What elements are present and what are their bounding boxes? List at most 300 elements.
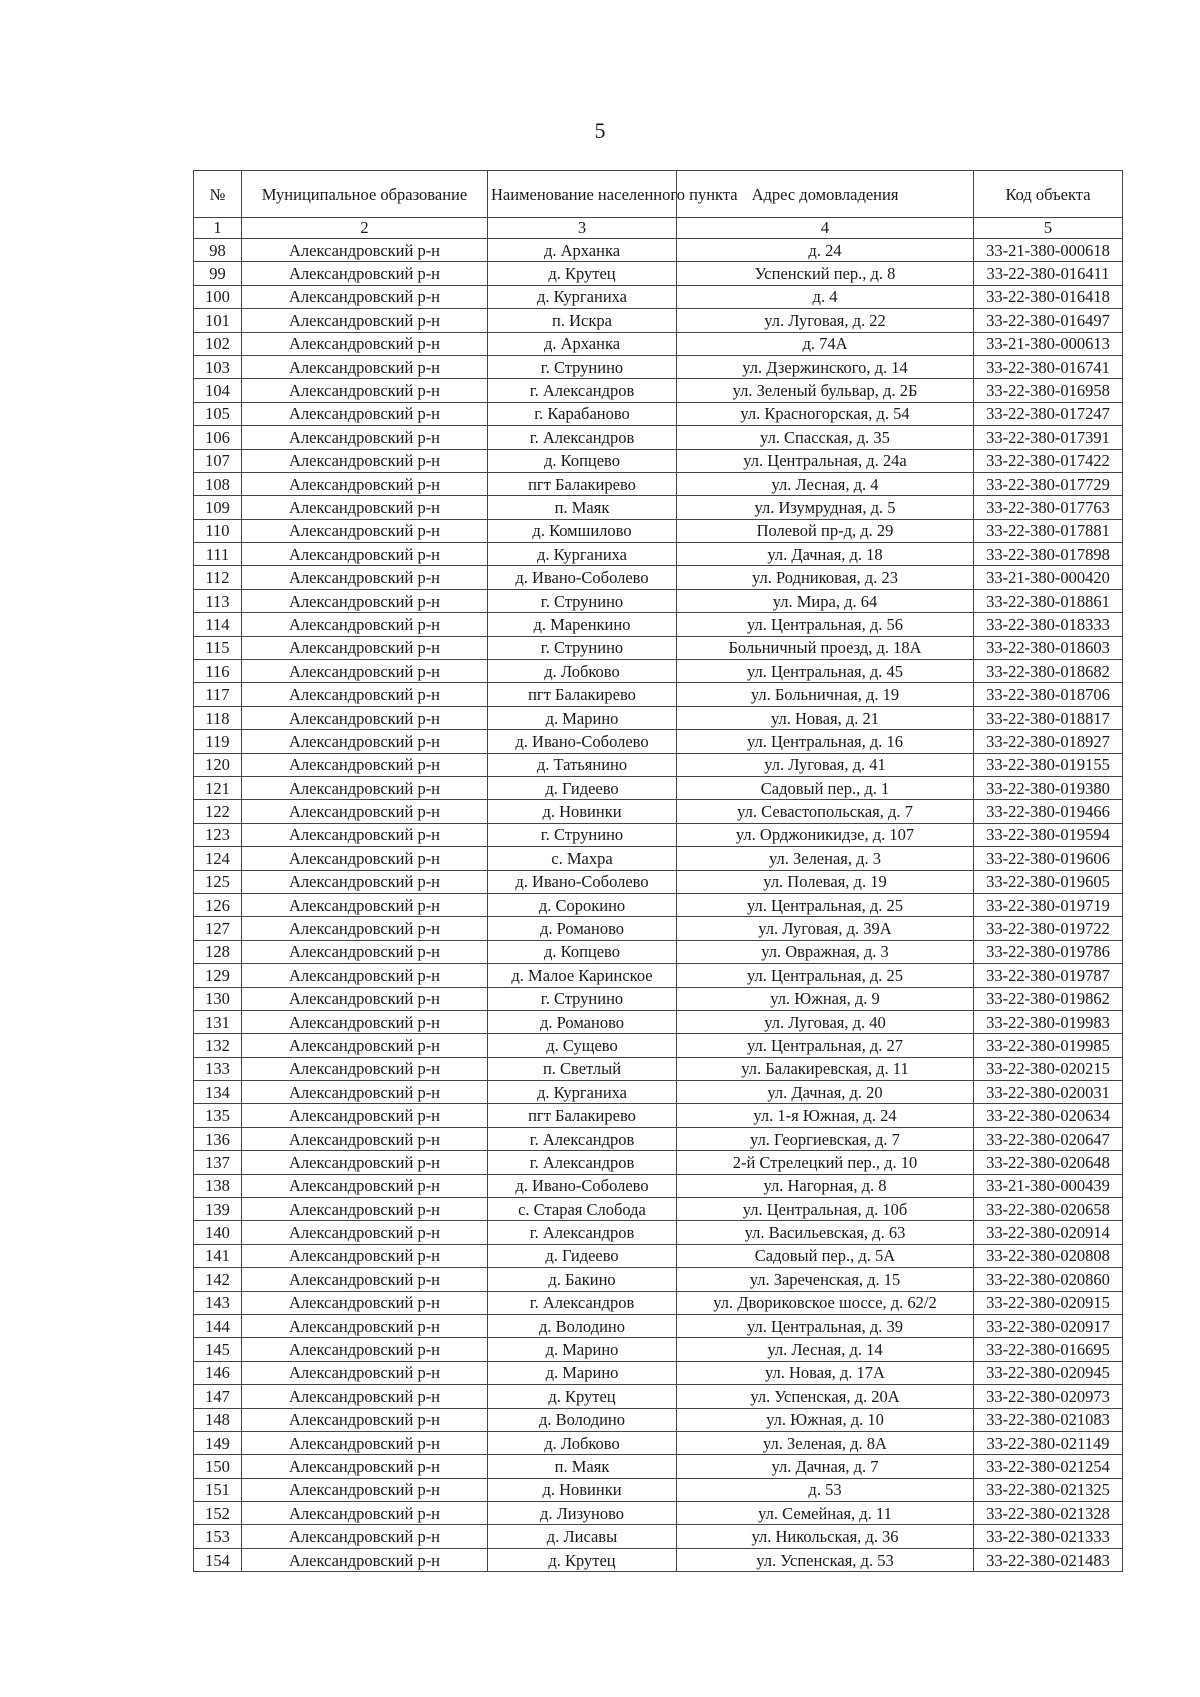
table-row (194, 706, 1123, 729)
table-row (194, 636, 1123, 659)
cell-settlement: г. Александров (488, 1291, 677, 1314)
table-body (194, 239, 1123, 1572)
cell-municipality: Александровский р-н (242, 543, 488, 566)
cell-settlement: г. Струнино (488, 636, 677, 659)
cell-municipality: Александровский р-н (242, 1057, 488, 1080)
cell-address: ул. Овражная, д. 3 (677, 940, 974, 963)
cell-object-code: 33-22-380-018927 (974, 730, 1123, 753)
cell-settlement: д. Крутец (488, 1385, 677, 1408)
cell-settlement: г. Струнино (488, 987, 677, 1010)
cell-address: ул. Центральная, д. 45 (677, 660, 974, 683)
cell-settlement: г. Струнино (488, 589, 677, 612)
table-row (194, 1502, 1123, 1525)
cell-number: 104 (194, 379, 242, 402)
cell-object-code: 33-22-380-019985 (974, 1034, 1123, 1057)
table-row (194, 776, 1123, 799)
cell-settlement: д. Малое Каринское (488, 964, 677, 987)
cell-municipality: Александровский р-н (242, 402, 488, 425)
cell-municipality: Александровский р-н (242, 1268, 488, 1291)
cell-municipality: Александровский р-н (242, 1525, 488, 1548)
table-row (194, 1198, 1123, 1221)
cell-municipality: Александровский р-н (242, 449, 488, 472)
cell-municipality: Александровский р-н (242, 730, 488, 753)
cell-municipality: Александровский р-н (242, 379, 488, 402)
cell-address: 2-й Стрелецкий пер., д. 10 (677, 1151, 974, 1174)
cell-settlement: пгт Балакирево (488, 1104, 677, 1127)
cell-settlement: д. Лисавы (488, 1525, 677, 1548)
cell-object-code: 33-22-380-020973 (974, 1385, 1123, 1408)
cell-object-code: 33-22-380-020634 (974, 1104, 1123, 1127)
cell-municipality: Александровский р-н (242, 1361, 488, 1384)
table-row (194, 589, 1123, 612)
cell-object-code: 33-22-380-019606 (974, 847, 1123, 870)
cell-address: ул. Красногорская, д. 54 (677, 402, 974, 425)
cell-address: д. 24 (677, 239, 974, 262)
cell-number: 135 (194, 1104, 242, 1127)
cell-object-code: 33-22-380-019719 (974, 893, 1123, 916)
cell-object-code: 33-22-380-019862 (974, 987, 1123, 1010)
cell-municipality: Александровский р-н (242, 847, 488, 870)
cell-address: Садовый пер., д. 5А (677, 1244, 974, 1267)
cell-municipality: Александровский р-н (242, 1385, 488, 1408)
cell-municipality: Александровский р-н (242, 309, 488, 332)
cell-object-code: 33-22-380-020648 (974, 1151, 1123, 1174)
cell-object-code: 33-22-380-021483 (974, 1548, 1123, 1571)
table-row (194, 1548, 1123, 1571)
cell-number: 133 (194, 1057, 242, 1080)
table-row (194, 683, 1123, 706)
cell-object-code: 33-22-380-021325 (974, 1478, 1123, 1501)
table-row (194, 309, 1123, 332)
cell-object-code: 33-22-380-018706 (974, 683, 1123, 706)
cell-address: ул. Центральная, д. 24а (677, 449, 974, 472)
cell-municipality: Александровский р-н (242, 636, 488, 659)
cell-municipality: Александровский р-н (242, 426, 488, 449)
cell-address: ул. Семейная, д. 11 (677, 1502, 974, 1525)
cell-address: ул. Дачная, д. 20 (677, 1081, 974, 1104)
cell-object-code: 33-22-380-017391 (974, 426, 1123, 449)
cell-municipality: Александровский р-н (242, 1034, 488, 1057)
cell-object-code: 33-22-380-019722 (974, 917, 1123, 940)
cell-municipality: Александровский р-н (242, 1338, 488, 1361)
cell-municipality: Александровский р-н (242, 1127, 488, 1150)
table-row (194, 893, 1123, 916)
cell-address: ул. Центральная, д. 10б (677, 1198, 974, 1221)
cell-object-code: 33-22-380-019466 (974, 800, 1123, 823)
cell-address: ул. Новая, д. 21 (677, 706, 974, 729)
table-row (194, 1408, 1123, 1431)
cell-address: ул. Мира, д. 64 (677, 589, 974, 612)
cell-object-code: 33-22-380-021083 (974, 1408, 1123, 1431)
cell-number: 119 (194, 730, 242, 753)
cell-object-code: 33-22-380-019786 (974, 940, 1123, 963)
cell-settlement: д. Арханка (488, 332, 677, 355)
cell-address: ул. Родниковая, д. 23 (677, 566, 974, 589)
cell-object-code: 33-22-380-017247 (974, 402, 1123, 425)
column-index: 1 (194, 218, 242, 239)
table-row (194, 449, 1123, 472)
cell-settlement: пгт Балакирево (488, 683, 677, 706)
cell-settlement: д. Гидеево (488, 776, 677, 799)
cell-object-code: 33-22-380-021328 (974, 1502, 1123, 1525)
cell-number: 112 (194, 566, 242, 589)
cell-number: 102 (194, 332, 242, 355)
cell-settlement: г. Карабаново (488, 402, 677, 425)
cell-address: ул. Луговая, д. 39А (677, 917, 974, 940)
cell-address: ул. Георгиевская, д. 7 (677, 1127, 974, 1150)
cell-settlement: д. Копцево (488, 449, 677, 472)
cell-settlement: д. Романово (488, 917, 677, 940)
cell-number: 139 (194, 1198, 242, 1221)
cell-object-code: 33-22-380-019983 (974, 1010, 1123, 1033)
cell-municipality: Александровский р-н (242, 613, 488, 636)
table-row (194, 426, 1123, 449)
cell-municipality: Александровский р-н (242, 893, 488, 916)
table-row (194, 1478, 1123, 1501)
cell-settlement: д. Комшилово (488, 519, 677, 542)
cell-settlement: с. Махра (488, 847, 677, 870)
cell-municipality: Александровский р-н (242, 1455, 488, 1478)
cell-settlement: д. Ивано-Соболево (488, 1174, 677, 1197)
cell-object-code: 33-22-380-017729 (974, 472, 1123, 495)
cell-address: ул. Луговая, д. 41 (677, 753, 974, 776)
cell-address: ул. Дачная, д. 7 (677, 1455, 974, 1478)
table-row (194, 987, 1123, 1010)
cell-object-code: 33-21-380-000420 (974, 566, 1123, 589)
cell-number: 111 (194, 543, 242, 566)
cell-address: ул. Успенская, д. 20А (677, 1385, 974, 1408)
column-index: 2 (242, 218, 488, 239)
cell-settlement: г. Александров (488, 1127, 677, 1150)
cell-settlement: д. Романово (488, 1010, 677, 1033)
table-row (194, 472, 1123, 495)
cell-object-code: 33-22-380-016695 (974, 1338, 1123, 1361)
table-row (194, 1174, 1123, 1197)
cell-number: 128 (194, 940, 242, 963)
cell-settlement: с. Старая Слобода (488, 1198, 677, 1221)
cell-object-code: 33-22-380-021254 (974, 1455, 1123, 1478)
cell-settlement: г. Александров (488, 1221, 677, 1244)
cell-object-code: 33-22-380-020917 (974, 1314, 1123, 1337)
table-row (194, 964, 1123, 987)
cell-address: Успенский пер., д. 8 (677, 262, 974, 285)
cell-object-code: 33-22-380-017763 (974, 496, 1123, 519)
cell-object-code: 33-22-380-021333 (974, 1525, 1123, 1548)
cell-number: 113 (194, 589, 242, 612)
column-index-row (194, 218, 1123, 239)
cell-address: ул. Лесная, д. 14 (677, 1338, 974, 1361)
table-row (194, 1081, 1123, 1104)
table-row (194, 519, 1123, 542)
cell-municipality: Александровский р-н (242, 332, 488, 355)
cell-settlement: д. Ивано-Соболево (488, 730, 677, 753)
cell-address: ул. Зареченская, д. 15 (677, 1268, 974, 1291)
cell-number: 137 (194, 1151, 242, 1174)
header-object-code: Код объекта (974, 171, 1123, 218)
cell-object-code: 33-22-380-020647 (974, 1127, 1123, 1150)
table-row (194, 1314, 1123, 1337)
cell-municipality: Александровский р-н (242, 1104, 488, 1127)
cell-municipality: Александровский р-н (242, 800, 488, 823)
cell-municipality: Александровский р-н (242, 940, 488, 963)
table-row (194, 847, 1123, 870)
cell-number: 148 (194, 1408, 242, 1431)
cell-object-code: 33-22-380-018333 (974, 613, 1123, 636)
cell-municipality: Александровский р-н (242, 1010, 488, 1033)
cell-settlement: д. Лобково (488, 1431, 677, 1454)
column-index: 5 (974, 218, 1123, 239)
cell-settlement: д. Сущево (488, 1034, 677, 1057)
cell-number: 117 (194, 683, 242, 706)
cell-object-code: 33-22-380-019787 (974, 964, 1123, 987)
cell-object-code: 33-22-380-018861 (974, 589, 1123, 612)
cell-municipality: Александровский р-н (242, 239, 488, 262)
cell-address: ул. Балакиревская, д. 11 (677, 1057, 974, 1080)
table-row (194, 355, 1123, 378)
cell-number: 118 (194, 706, 242, 729)
cell-number: 110 (194, 519, 242, 542)
table-row (194, 566, 1123, 589)
cell-object-code: 33-22-380-020914 (974, 1221, 1123, 1244)
cell-object-code: 33-22-380-017881 (974, 519, 1123, 542)
cell-object-code: 33-22-380-020031 (974, 1081, 1123, 1104)
cell-number: 149 (194, 1431, 242, 1454)
cell-address: ул. Новая, д. 17А (677, 1361, 974, 1384)
cell-number: 107 (194, 449, 242, 472)
cell-municipality: Александровский р-н (242, 823, 488, 846)
cell-settlement: д. Маренкино (488, 613, 677, 636)
cell-address: ул. Изумрудная, д. 5 (677, 496, 974, 519)
cell-object-code: 33-22-380-016958 (974, 379, 1123, 402)
table-row (194, 1034, 1123, 1057)
cell-number: 121 (194, 776, 242, 799)
cell-address: ул. Луговая, д. 22 (677, 309, 974, 332)
cell-number: 130 (194, 987, 242, 1010)
cell-address: ул. Орджоникидзе, д. 107 (677, 823, 974, 846)
cell-settlement: п. Маяк (488, 1455, 677, 1478)
objects-table (193, 170, 1123, 1572)
table-row (194, 940, 1123, 963)
cell-settlement: д. Курганиха (488, 285, 677, 308)
cell-number: 100 (194, 285, 242, 308)
cell-number: 131 (194, 1010, 242, 1033)
table-row (194, 1431, 1123, 1454)
cell-number: 124 (194, 847, 242, 870)
cell-address: ул. Центральная, д. 16 (677, 730, 974, 753)
cell-municipality: Александровский р-н (242, 706, 488, 729)
cell-municipality: Александровский р-н (242, 1408, 488, 1431)
cell-number: 114 (194, 613, 242, 636)
cell-municipality: Александровский р-н (242, 683, 488, 706)
cell-object-code: 33-22-380-017898 (974, 543, 1123, 566)
cell-municipality: Александровский р-н (242, 496, 488, 519)
cell-settlement: г. Струнино (488, 355, 677, 378)
header-municipality: Муниципальное образование (242, 171, 488, 218)
cell-municipality: Александровский р-н (242, 1151, 488, 1174)
cell-settlement: д. Лобково (488, 660, 677, 683)
cell-settlement: д. Володино (488, 1314, 677, 1337)
cell-municipality: Александровский р-н (242, 355, 488, 378)
cell-number: 144 (194, 1314, 242, 1337)
cell-number: 146 (194, 1361, 242, 1384)
cell-number: 151 (194, 1478, 242, 1501)
cell-address: ул. Никольская, д. 36 (677, 1525, 974, 1548)
cell-settlement: г. Струнино (488, 823, 677, 846)
cell-address: ул. Дзержинского, д. 14 (677, 355, 974, 378)
cell-settlement: д. Курганиха (488, 1081, 677, 1104)
cell-settlement: д. Татьянино (488, 753, 677, 776)
cell-address: ул. 1-я Южная, д. 24 (677, 1104, 974, 1127)
table-row (194, 800, 1123, 823)
cell-municipality: Александровский р-н (242, 870, 488, 893)
table-row (194, 1244, 1123, 1267)
cell-number: 154 (194, 1548, 242, 1571)
header-settlement: Наименование населенного пункта (488, 171, 677, 218)
cell-municipality: Александровский р-н (242, 1244, 488, 1267)
cell-address: ул. Севастопольская, д. 7 (677, 800, 974, 823)
cell-number: 115 (194, 636, 242, 659)
cell-object-code: 33-22-380-020915 (974, 1291, 1123, 1314)
cell-address: ул. Дачная, д. 18 (677, 543, 974, 566)
cell-address: ул. Центральная, д. 25 (677, 964, 974, 987)
cell-number: 132 (194, 1034, 242, 1057)
cell-address: ул. Южная, д. 10 (677, 1408, 974, 1431)
table-row (194, 1338, 1123, 1361)
cell-number: 108 (194, 472, 242, 495)
table-row (194, 1104, 1123, 1127)
cell-object-code: 33-21-380-000613 (974, 332, 1123, 355)
cell-address: ул. Успенская, д. 53 (677, 1548, 974, 1571)
cell-address: ул. Зеленая, д. 8А (677, 1431, 974, 1454)
cell-address: д. 53 (677, 1478, 974, 1501)
cell-municipality: Александровский р-н (242, 1478, 488, 1501)
cell-object-code: 33-22-380-016418 (974, 285, 1123, 308)
cell-municipality: Александровский р-н (242, 1174, 488, 1197)
cell-address: ул. Зеленая, д. 3 (677, 847, 974, 870)
cell-object-code: 33-22-380-018817 (974, 706, 1123, 729)
table-row (194, 262, 1123, 285)
cell-settlement: д. Крутец (488, 1548, 677, 1571)
cell-object-code: 33-22-380-016741 (974, 355, 1123, 378)
table-row (194, 1221, 1123, 1244)
cell-address: ул. Двориковское шоссе, д. 62/2 (677, 1291, 974, 1314)
cell-municipality: Александровский р-н (242, 285, 488, 308)
cell-object-code: 33-22-380-019155 (974, 753, 1123, 776)
cell-address: ул. Центральная, д. 25 (677, 893, 974, 916)
cell-object-code: 33-22-380-020945 (974, 1361, 1123, 1384)
cell-settlement: д. Марино (488, 1361, 677, 1384)
table-row (194, 917, 1123, 940)
header-row (194, 171, 1123, 218)
cell-number: 138 (194, 1174, 242, 1197)
table-row (194, 239, 1123, 262)
cell-settlement: д. Марино (488, 706, 677, 729)
table-row (194, 496, 1123, 519)
table-row (194, 823, 1123, 846)
cell-municipality: Александровский р-н (242, 262, 488, 285)
cell-number: 116 (194, 660, 242, 683)
cell-address: ул. Центральная, д. 39 (677, 1314, 974, 1337)
cell-municipality: Александровский р-н (242, 566, 488, 589)
cell-number: 120 (194, 753, 242, 776)
cell-settlement: д. Курганиха (488, 543, 677, 566)
cell-object-code: 33-22-380-019380 (974, 776, 1123, 799)
cell-address: д. 74А (677, 332, 974, 355)
cell-settlement: д. Новинки (488, 800, 677, 823)
cell-object-code: 33-22-380-018682 (974, 660, 1123, 683)
cell-municipality: Александровский р-н (242, 472, 488, 495)
cell-settlement: д. Арханка (488, 239, 677, 262)
cell-object-code: 33-22-380-019594 (974, 823, 1123, 846)
cell-number: 153 (194, 1525, 242, 1548)
cell-object-code: 33-22-380-018603 (974, 636, 1123, 659)
table-row (194, 543, 1123, 566)
table-row (194, 1291, 1123, 1314)
cell-number: 150 (194, 1455, 242, 1478)
cell-number: 141 (194, 1244, 242, 1267)
header-address: Адрес домовладения (677, 171, 974, 218)
cell-number: 129 (194, 964, 242, 987)
cell-number: 105 (194, 402, 242, 425)
cell-address: ул. Лесная, д. 4 (677, 472, 974, 495)
cell-address: ул. Больничная, д. 19 (677, 683, 974, 706)
cell-object-code: 33-22-380-017422 (974, 449, 1123, 472)
cell-municipality: Александровский р-н (242, 1081, 488, 1104)
cell-address: ул. Полевая, д. 19 (677, 870, 974, 893)
table-row (194, 1268, 1123, 1291)
cell-settlement: г. Александров (488, 426, 677, 449)
cell-municipality: Александровский р-н (242, 1291, 488, 1314)
cell-municipality: Александровский р-н (242, 1198, 488, 1221)
cell-object-code: 33-21-380-000618 (974, 239, 1123, 262)
cell-municipality: Александровский р-н (242, 1431, 488, 1454)
cell-number: 134 (194, 1081, 242, 1104)
table-row (194, 870, 1123, 893)
header-number: № (194, 171, 242, 218)
cell-municipality: Александровский р-н (242, 1502, 488, 1525)
cell-address: ул. Зеленый бульвар, д. 2Б (677, 379, 974, 402)
cell-municipality: Александровский р-н (242, 519, 488, 542)
cell-municipality: Александровский р-н (242, 776, 488, 799)
cell-municipality: Александровский р-н (242, 660, 488, 683)
column-index: 4 (677, 218, 974, 239)
page-number: 5 (594, 118, 606, 143)
cell-object-code: 33-22-380-016411 (974, 262, 1123, 285)
cell-number: 136 (194, 1127, 242, 1150)
cell-address: ул. Луговая, д. 40 (677, 1010, 974, 1033)
cell-address: ул. Южная, д. 9 (677, 987, 974, 1010)
cell-settlement: д. Сорокино (488, 893, 677, 916)
cell-address: Садовый пер., д. 1 (677, 776, 974, 799)
cell-address: ул. Центральная, д. 56 (677, 613, 974, 636)
cell-number: 126 (194, 893, 242, 916)
cell-settlement: д. Ивано-Соболево (488, 566, 677, 589)
table-row (194, 1455, 1123, 1478)
cell-address: ул. Васильевская, д. 63 (677, 1221, 974, 1244)
cell-number: 142 (194, 1268, 242, 1291)
cell-settlement: д. Володино (488, 1408, 677, 1431)
cell-settlement: д. Марино (488, 1338, 677, 1361)
table-row (194, 332, 1123, 355)
cell-object-code: 33-22-380-020658 (974, 1198, 1123, 1221)
cell-address: Больничный проезд, д. 18А (677, 636, 974, 659)
cell-settlement: п. Светлый (488, 1057, 677, 1080)
cell-address: д. 4 (677, 285, 974, 308)
cell-settlement: пгт Балакирево (488, 472, 677, 495)
table-row (194, 613, 1123, 636)
cell-settlement: д. Гидеево (488, 1244, 677, 1267)
cell-municipality: Александровский р-н (242, 753, 488, 776)
